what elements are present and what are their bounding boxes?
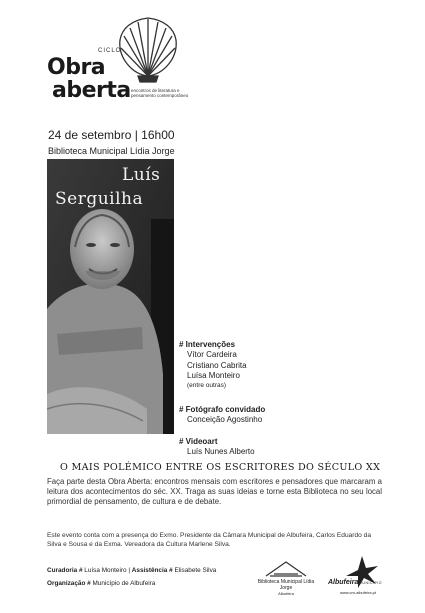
albufeira-url: www.cm-albufeira.pt: [340, 590, 377, 595]
library-sub: Albufeira: [278, 591, 294, 596]
logo-aberta: aberta: [52, 78, 131, 103]
photographer-heading: # Fotógrafo convidado: [179, 405, 266, 414]
curadoria-label: Curadoria #: [47, 567, 83, 574]
body-text: Faça parte desta Obra Aberta: encontros mensais com escritores e pensadores que marcaram a leitura dos acontecimentos do séc. XX. Traga as suas ideias e torne esta Biblioteca no seu local primordial de pensamento, de cultura e de debate.: [47, 477, 382, 506]
assistencia-value: Elisabete Silva: [174, 567, 217, 574]
library-logo-text: [255, 579, 317, 597]
intervention-name: Cristiano Cabrita: [187, 360, 247, 370]
videoart-name: Luís Nunes Alberto: [187, 447, 255, 457]
organizacao-label: Organização #: [47, 580, 91, 587]
albufeira-sub: MUNICÍPIO: [359, 581, 382, 585]
interventions-block: [179, 340, 247, 391]
photographer-block: [179, 405, 265, 426]
shell-logo-icon: [112, 14, 184, 84]
interventions-note: (entre outras): [187, 382, 227, 390]
logo-obra: Obra: [47, 55, 106, 80]
event-venue: Biblioteca Municipal Lídia Jorge: [48, 146, 175, 156]
photographer-name: Conceição Agostinho: [187, 415, 263, 425]
headline: O MAIS POLÉMICO ENTRE OS ESCRITORES DO SÉCULO XX: [60, 462, 381, 473]
organizacao-value: Município de Albufeira: [92, 580, 156, 587]
speaker-first-name: Luís: [122, 165, 161, 185]
intervention-name: Vítor Cardeira: [187, 350, 237, 360]
intervention-name: Luísa Monteiro: [187, 370, 240, 380]
logo-ciclo: CICLO: [98, 48, 122, 54]
presence-text: Este evento conta com a presença do Exmo. Presidente da Câmara Municipal de Albufeira, Carlos Eduardo da Silva e Sousa e da Exma. Vereadora da Cultura Marlene Silva.: [47, 532, 372, 548]
videoart-block: [179, 437, 255, 458]
logo-tagline: encontros de literatura e pensamento contemporâneo: [131, 88, 189, 98]
speaker-last-name: Serguilha: [55, 189, 144, 209]
credits-line-1: [47, 567, 216, 574]
albufeira-name: Albufeira: [328, 579, 359, 586]
library-name: Biblioteca Municipal Lídia Jorge: [257, 579, 315, 591]
videoart-heading: # Videoart: [179, 437, 218, 446]
credits-line-2: [47, 580, 155, 587]
assistencia-label: Assistência #: [131, 567, 173, 574]
interventions-heading: # Intervenções: [179, 340, 236, 349]
curadoria-value: Luísa Monteiro |: [84, 567, 131, 574]
event-date: 24 de setembro | 16h00: [48, 128, 175, 142]
